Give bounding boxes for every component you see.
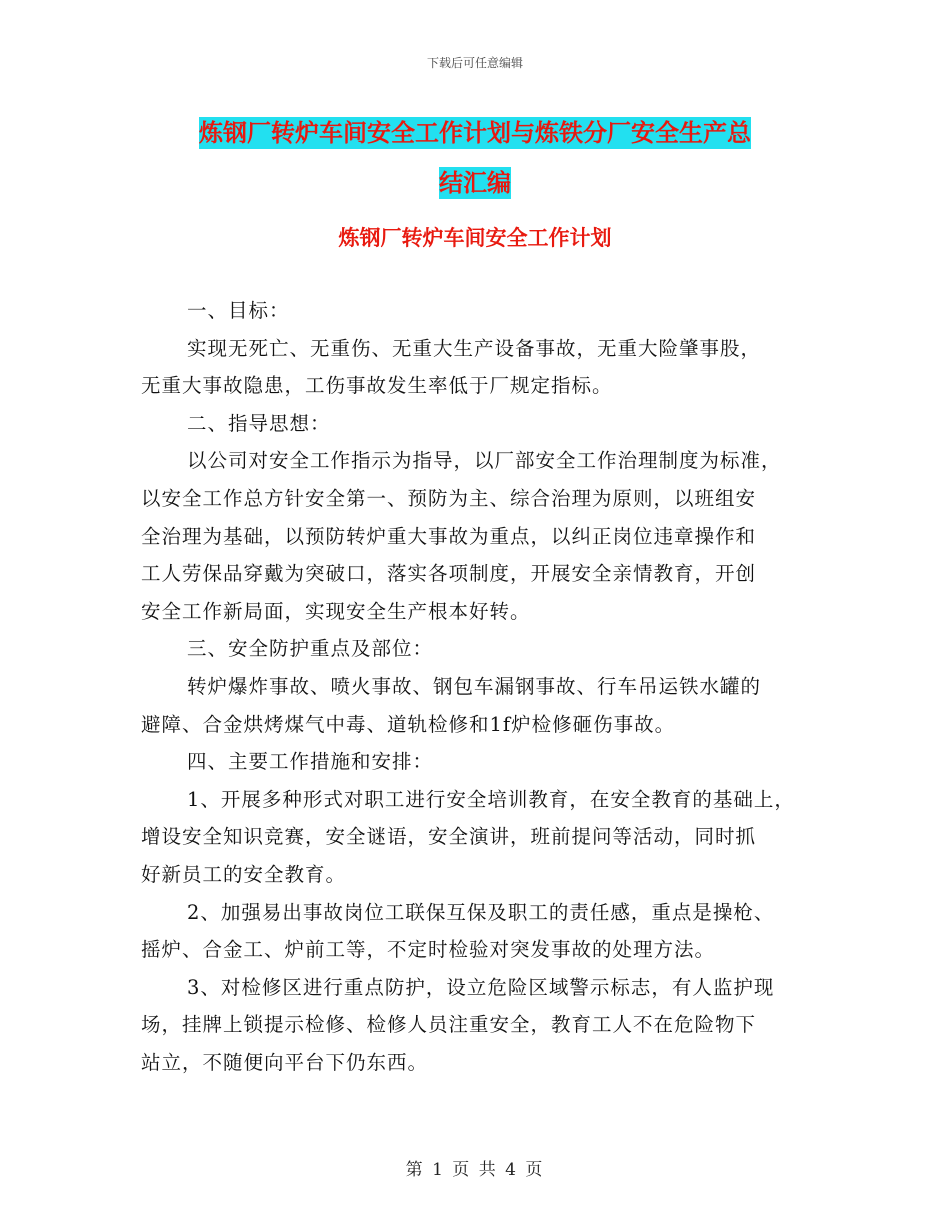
text-line: 无重大事故隐患，工伤事故发生率低于厂规定指标。	[141, 374, 613, 398]
text-line: 站立，不随便向平台下仍东西。	[141, 1050, 429, 1074]
document-title-line-2	[0, 158, 950, 208]
text-line: 3、对检修区进行重点防护，设立危险区域警示标志，有人监护现	[187, 975, 775, 999]
document-title-line-1	[0, 108, 950, 158]
document-title	[0, 108, 950, 208]
text-line: 1、开展多种形式对职工进行安全培训教育，在安全教育的基础上，	[187, 787, 795, 811]
text-line: 好新员工的安全教育。	[141, 862, 347, 886]
text-line: 摇炉、合金工、炉前工等，不定时检验对突发事故的处理方法。	[141, 938, 716, 962]
text-line: 场，挂牌上锁提示检修、检修人员注重安全，教育工人不在危险物下	[141, 1013, 757, 1037]
title-highlight-2: 结汇编	[439, 169, 511, 197]
text-line: 2、加强易出事故岗位工联保互保及职工的责任感，重点是操枪、	[187, 900, 775, 924]
text-line: 实现无死亡、无重伤、无重大生产设备事故，无重大险肇事股，	[187, 336, 762, 360]
text-line: 避障、合金烘烤煤气中毒、道轨检修和1f炉检修砸伤事故。	[141, 712, 676, 736]
text-line: 一、目标：	[187, 299, 290, 322]
text-line: 四、主要工作措施和安排：	[187, 750, 434, 774]
text-line: 安全工作新局面，实现安全生产根本好转。	[141, 599, 531, 623]
title-highlight-1: 炼钢厂转炉车间安全工作计划与炼铁分厂安全生产总	[199, 119, 751, 147]
header-note: 下载后可任意编辑	[426, 56, 523, 70]
text-line: 增设安全知识竞赛，安全谜语，安全演讲，班前提问等活动，同时抓	[141, 825, 757, 849]
text-line: 以安全工作总方针安全第一、预防为主、综合治理为原则，以班组安	[141, 486, 757, 510]
text-line: 三、安全防护重点及部位：	[187, 637, 434, 661]
section-title: 炼钢厂转炉车间安全工作计划	[338, 226, 612, 250]
text-line: 转炉爆炸事故、喷火事故、钢包车漏钢事故、行车吊运铁水罐的	[187, 674, 762, 698]
body-text	[141, 292, 821, 1081]
text-line: 二、指导思想：	[187, 411, 331, 435]
page-footer: 第 1 页 共 4 页	[405, 1160, 545, 1180]
text-line: 全治理为基础，以预防转炉重大事故为重点，以纠正岗位违章操作和	[141, 524, 757, 548]
text-line: 以公司对安全工作指示为指导，以厂部安全工作治理制度为标准，	[187, 449, 782, 473]
text-line: 工人劳保品穿戴为突破口，落实各项制度，开展安全亲情教育，开创	[141, 562, 757, 586]
